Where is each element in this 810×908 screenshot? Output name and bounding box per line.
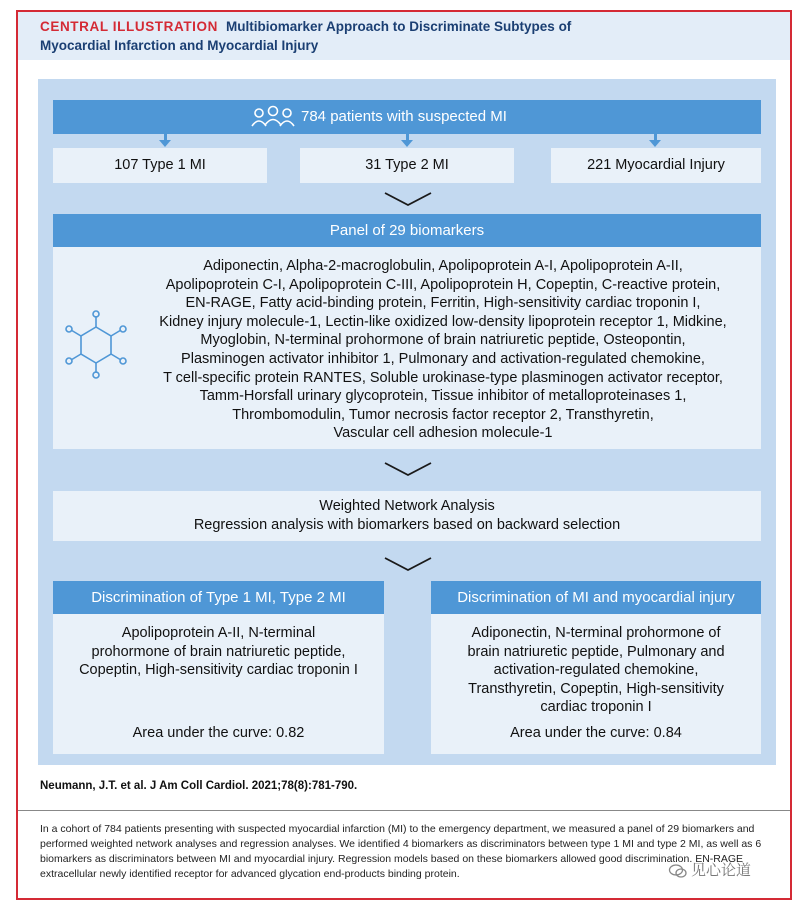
header-title-line1: CENTRAL ILLUSTRATION Multibiomarker Approach to Discriminate Subtypes of <box>40 19 572 34</box>
result-mi-injury-title: Discrimination of MI and myocardial injury <box>431 581 761 614</box>
patients-bar <box>53 100 761 134</box>
biomarker-line: Myoglobin, N-terminal prohormone of brain natriuretic peptide, Osteopontin, <box>200 332 686 349</box>
people-icon <box>250 104 296 134</box>
biomarker-list <box>133 257 753 443</box>
central-illustration-label: CENTRAL ILLUSTRATION <box>40 19 218 34</box>
biomarker-line: Apolipoprotein C-I, Apolipoprotein C-III, Apolipoprotein H, Copeptin, C-reactive protein, <box>165 276 721 293</box>
biomarker-line: Kidney injury molecule-1, Lectin-like oxidized low-density lipoprotein receptor 1, Midkine, <box>159 313 727 330</box>
biomarker-line: Vascular cell adhesion molecule-1 <box>333 425 553 442</box>
patients-label: 784 patients with suspected MI <box>301 108 507 125</box>
biomarker-line: EN-RAGE, Fatty acid-binding protein, Ferritin, High-sensitivity cardiac troponin I, <box>185 295 701 312</box>
analysis-line1: Weighted Network Analysis <box>319 498 495 514</box>
group-myocardial-injury: 221 Myocardial Injury <box>551 148 761 183</box>
result-mi-injury-box <box>431 614 761 754</box>
biomarker-panel-title: Panel of 29 biomarkers <box>53 214 761 247</box>
header-title-line2: Myocardial Infarction and Myocardial Injury <box>40 38 319 53</box>
biomarker-line: Plasminogen activator inhibitor 1, Pulmonary and activation-regulated chemokine, <box>181 350 705 367</box>
group-type2-mi: 31 Type 2 MI <box>300 148 514 183</box>
auc-value: Area under the curve: 0.84 <box>510 725 682 741</box>
divider <box>18 810 790 811</box>
result-biomarkers: Apolipoprotein A-II, N-terminal prohormone of brain natriuretic peptide, Copeptin, High-sensitivity cardiac troponin I <box>79 625 358 678</box>
result-biomarkers: Adiponectin, N-terminal prohormone of brain natriuretic peptide, Pulmonary and activation-regulated chemokine, Transthyretin, Copeptin, High-sensitivity cardiac troponin I <box>467 625 725 715</box>
watermark: 见心论道 <box>668 859 751 880</box>
analysis-line2: Regression analysis with biomarkers based on backward selection <box>193 517 621 533</box>
analysis-box <box>53 491 761 541</box>
group-type1-mi: 107 Type 1 MI <box>53 148 267 183</box>
result-type1-type2-title: Discrimination of Type 1 MI, Type 2 MI <box>53 581 384 614</box>
arrow-down-icon <box>649 140 661 147</box>
chevron-down-icon <box>383 556 433 572</box>
biomarker-line: Tamm-Horsfall urinary glycoprotein, Tissue inhibitor of metalloproteinases 1, <box>199 388 687 405</box>
arrow-down-icon <box>401 140 413 147</box>
biomarker-line: Thrombomodulin, Tumor necrosis factor receptor 2, Transthyretin, <box>232 406 654 423</box>
biomarker-list-box <box>53 247 761 449</box>
biomarker-line: T cell-specific protein RANTES, Soluble urokinase-type plasminogen activator receptor, <box>163 369 723 386</box>
figure-caption: In a cohort of 784 patients presenting with suspected myocardial infarction (MI) to the emergency department, we measured a panel of 29 biomarkers and performed weighted network analyses and regression analyses. We identified 4 biomarkers as discriminators between type 1 MI and type 2 MI, as well as 6 biomarkers as discriminators between MI and myocardial injury. Regression models based on these biomarkers allowed good discrimination. EN-RAGE extracellular newly identified receptor for advanced glycation end-products binding protein. <box>40 823 762 880</box>
wechat-icon <box>668 863 688 879</box>
molecule-icon <box>61 309 131 383</box>
header <box>18 12 790 60</box>
auc-value: Area under the curve: 0.82 <box>132 725 305 741</box>
result-type1-type2-box <box>53 614 384 754</box>
citation: Neumann, J.T. et al. J Am Coll Cardiol. 2021;78(8):781-790. <box>40 780 358 792</box>
biomarker-line: Adiponectin, Alpha-2-macroglobulin, Apolipoprotein A-I, Apolipoprotein A-II, <box>203 258 683 274</box>
arrow-down-icon <box>159 140 171 147</box>
chevron-down-icon <box>383 461 433 477</box>
chevron-down-icon <box>383 191 433 207</box>
